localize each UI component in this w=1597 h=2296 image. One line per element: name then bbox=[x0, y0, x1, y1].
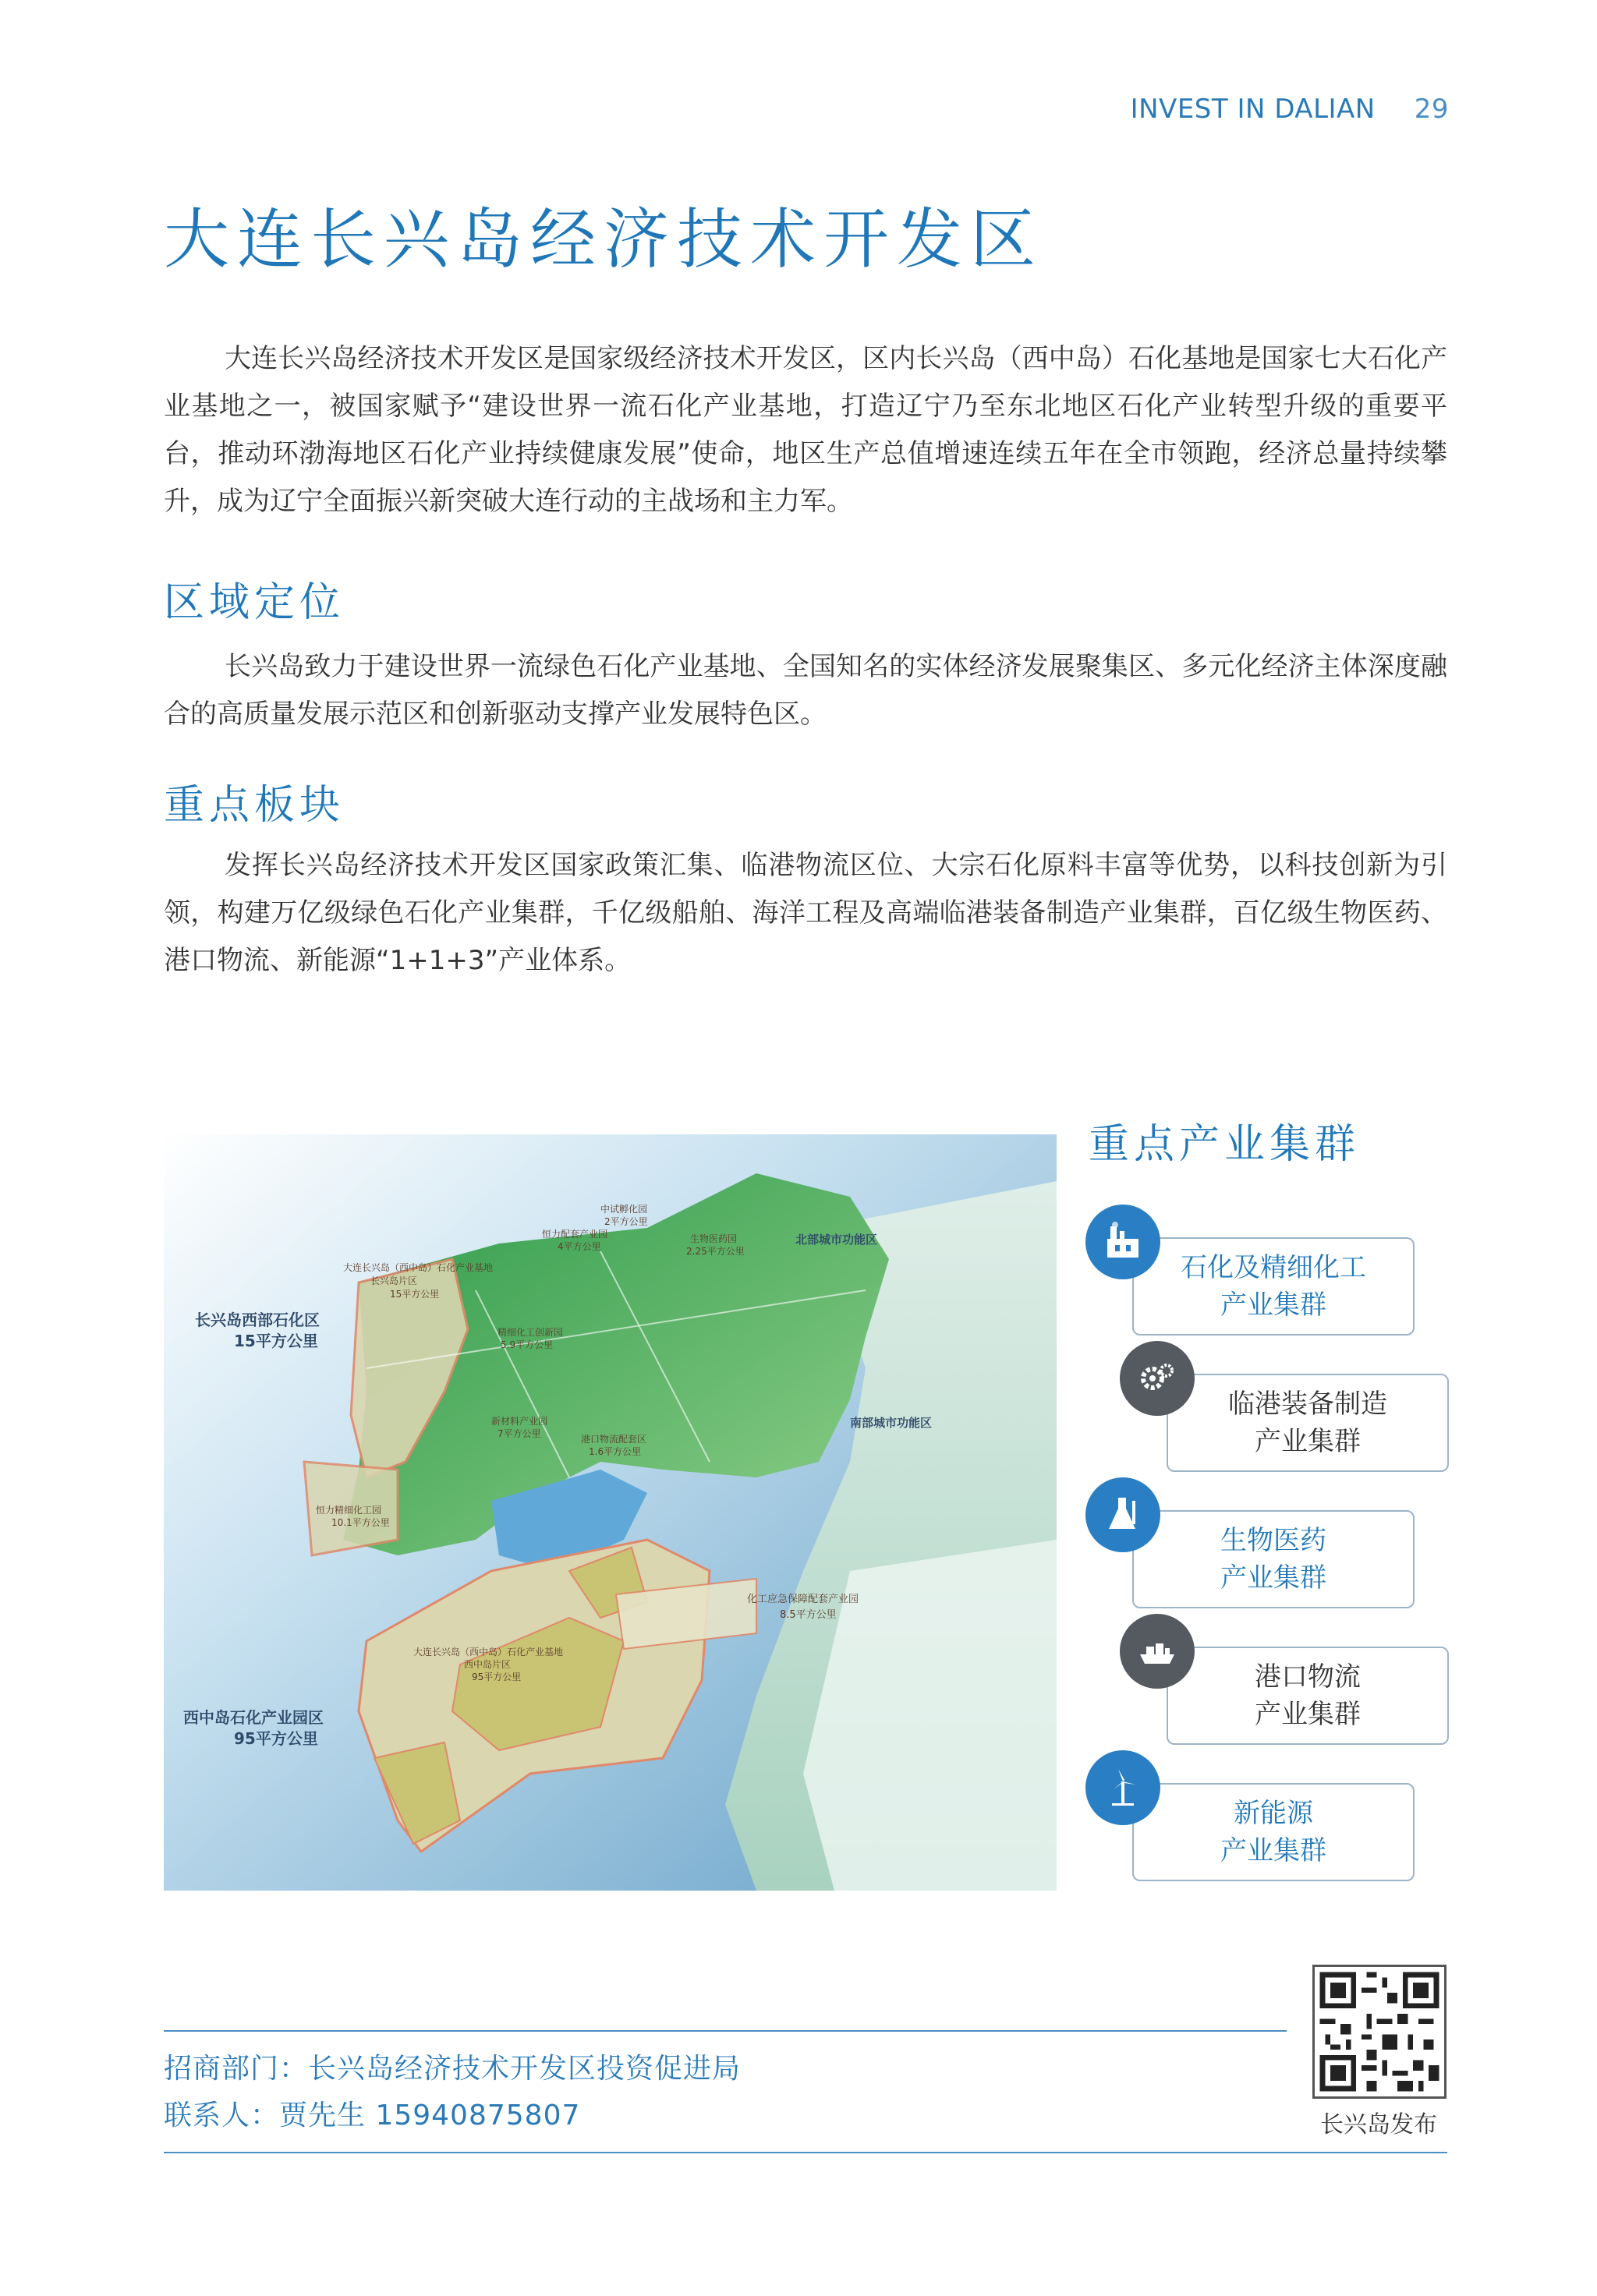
cluster-line1: 新能源 bbox=[1234, 1798, 1313, 1829]
page-number: 29 bbox=[1414, 94, 1449, 125]
map-label-zone-g: 港口物流配套区 bbox=[581, 1434, 647, 1445]
map-label-zone-h-area: 10.1平方公里 bbox=[331, 1517, 390, 1528]
map-label-west-zone-area: 15平方公里 bbox=[234, 1332, 318, 1350]
map-label-xizhong-zone-area: 95平方公里 bbox=[234, 1729, 318, 1748]
footer-contact: 联系人：贾先生 15940875807 bbox=[164, 2100, 581, 2131]
positioning-paragraph: 长兴岛致力于建设世界一流绿色石化产业基地、全国知名的实体经济发展聚集区、多元化经济主体深度融合的高质量发展示范区和创新驱动支撑产业发展特色区。 bbox=[164, 651, 1447, 730]
map-label-zone-i-sub: 西中岛片区 bbox=[464, 1659, 512, 1670]
map-label-zone-b: 中试孵化园 bbox=[600, 1204, 648, 1215]
footer-divider-top bbox=[164, 2030, 1287, 2032]
map-label-zone-d: 生物医药园 bbox=[690, 1233, 738, 1244]
wind-turbine-icon bbox=[1085, 1750, 1160, 1825]
cluster-new-energy bbox=[1132, 1783, 1415, 1881]
footer-department: 招商部门：长兴岛经济技术开发区投资促进局 bbox=[164, 2053, 742, 2085]
map-label-zone-f: 新材料产业园 bbox=[491, 1416, 548, 1427]
map-label-zone-a-area: 15平方公里 bbox=[390, 1289, 440, 1300]
key-sectors-paragraph: 发挥长兴岛经济技术开发区国家政策汇集、临港物流区位、大宗石化原料丰富等优势，以科技创新为引领，构建万亿级绿色石化产业集群，千亿级船舶、海洋工程及高端临港装备制造产业集群，百亿级生物医药、港口物流、新能源“1+1+3”产业体系。 bbox=[164, 850, 1447, 976]
map-label-west-zone: 长兴岛西部石化区 bbox=[195, 1311, 320, 1329]
map-label-chem-park: 化工应急保障配套产业园 bbox=[747, 1594, 859, 1605]
intro-paragraph: 大连长兴岛经济技术开发区是国家级经济技术开发区，区内长兴岛（西中岛）石化基地是国家七大石化产业基地之一，被国家赋予“建设世界一流石化产业基地，打造辽宁乃至东北地区石化产业转型升级的重要平台，推动环渤海地区石化产业持续健康发展”使命，地区生产总值增速连续五年在全市领跑，经济总量持续攀升，成为辽宁全面振兴新突破大连行动的主战场和主力军。 bbox=[164, 343, 1447, 517]
map-label-zone-h: 恒力精细化工园 bbox=[316, 1505, 382, 1516]
qr-label: 长兴岛发布 bbox=[1320, 2111, 1437, 2139]
map-label-zone-i: 大连长兴岛（西中岛）石化产业基地 bbox=[413, 1647, 564, 1657]
cluster-line2: 产业集群 bbox=[1255, 1426, 1361, 1457]
map-label-zone-d-area: 2.25平方公里 bbox=[686, 1246, 745, 1257]
cluster-biomedicine bbox=[1132, 1510, 1415, 1608]
page-header bbox=[1131, 94, 1449, 125]
cluster-line2: 产业集群 bbox=[1220, 1562, 1326, 1594]
factory-icon bbox=[1085, 1205, 1160, 1279]
qr-code[interactable] bbox=[1312, 1965, 1447, 2099]
cluster-line1: 生物医药 bbox=[1220, 1525, 1326, 1556]
map-label-zone-g-area: 1.6平方公里 bbox=[589, 1446, 642, 1457]
map-label-zone-e: 精细化工创新园 bbox=[498, 1327, 564, 1338]
cluster-line1: 石化及精细化工 bbox=[1181, 1252, 1366, 1283]
map-label-zone-e-area: 5.9平方公里 bbox=[501, 1339, 554, 1350]
cluster-line2: 产业集群 bbox=[1220, 1290, 1326, 1321]
map-label-zone-i-area: 95平方公里 bbox=[472, 1672, 522, 1682]
ship-icon bbox=[1120, 1614, 1195, 1689]
clusters-title: 重点产业集群 bbox=[1089, 1121, 1361, 1168]
section-heading-positioning: 区域定位 bbox=[164, 579, 345, 626]
cluster-port-logistics bbox=[1167, 1647, 1449, 1745]
page-title: 大连长兴岛经济技术开发区 bbox=[164, 201, 1044, 278]
section-heading-key-sectors: 重点板块 bbox=[164, 782, 345, 829]
cluster-line1: 临港装备制造 bbox=[1228, 1389, 1387, 1420]
map-label-zone-c: 恒力配套产业园 bbox=[542, 1229, 608, 1240]
map-label-zone-c-area: 4平方公里 bbox=[558, 1241, 601, 1252]
map-label-zone-a: 大连长兴岛（西中岛）石化产业基地 bbox=[343, 1262, 494, 1273]
map-label-zone-f-area: 7平方公里 bbox=[498, 1428, 541, 1439]
cluster-line2: 产业集群 bbox=[1255, 1699, 1361, 1730]
cluster-equipment bbox=[1167, 1374, 1449, 1472]
map-label-chem-park-area: 8.5平方公里 bbox=[780, 1609, 837, 1621]
flask-icon bbox=[1085, 1477, 1160, 1552]
gear-icon bbox=[1120, 1341, 1195, 1416]
map-label-xizhong-zone: 西中岛石化产业园区 bbox=[183, 1708, 324, 1727]
cluster-petrochemical bbox=[1132, 1237, 1415, 1336]
map-label-zone-a-sub: 长兴岛片区 bbox=[370, 1275, 418, 1286]
zone-map bbox=[164, 1134, 1057, 1891]
footer-divider-bottom bbox=[164, 2152, 1447, 2153]
cluster-line1: 港口物流 bbox=[1255, 1661, 1361, 1693]
map-label-north-city: 北部城市功能区 bbox=[795, 1233, 878, 1247]
map-label-south-city: 南部城市功能区 bbox=[850, 1416, 933, 1430]
map-label-zone-b-area: 2平方公里 bbox=[604, 1216, 648, 1227]
cluster-line2: 产业集群 bbox=[1220, 1835, 1326, 1866]
header-text: INVEST IN DALIAN bbox=[1130, 94, 1376, 125]
